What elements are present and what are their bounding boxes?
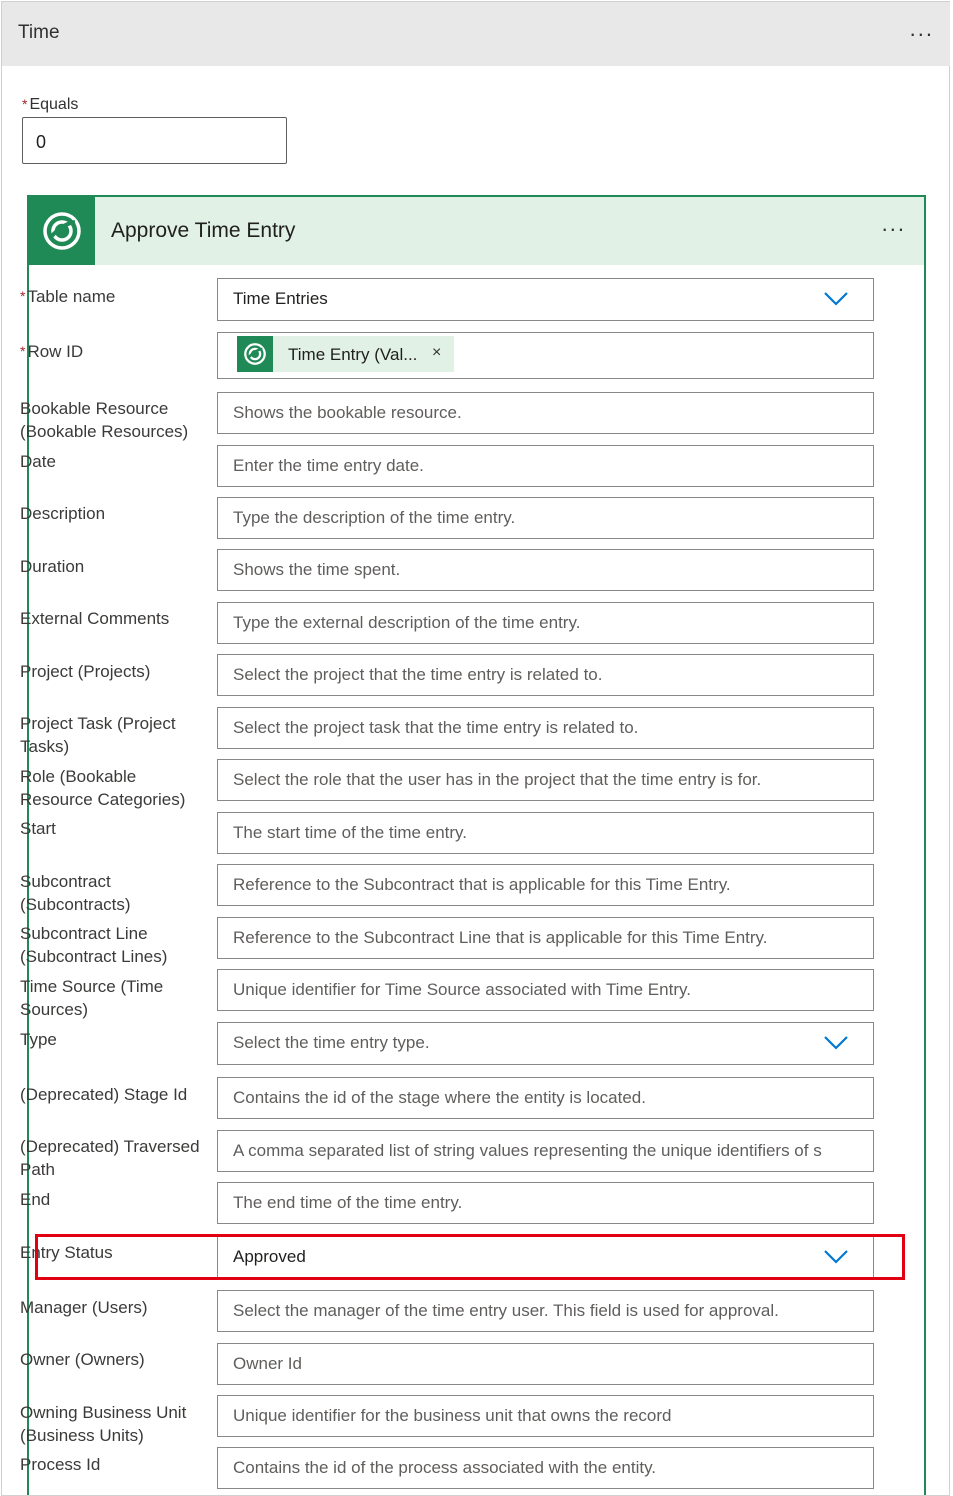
field-placeholder: Shows the bookable resource. — [233, 403, 462, 422]
field-label: Role (Bookable Resource Categories) — [20, 767, 186, 809]
entry-status-value: Approved — [233, 1247, 306, 1266]
type-dropdown[interactable] — [217, 1022, 874, 1065]
field-label: Project Task (Project Tasks) — [20, 714, 176, 756]
field-placeholder: Select the role that the user has in the project that the time entry is for. — [233, 770, 762, 789]
subcontract-line-input[interactable] — [217, 917, 874, 959]
required-asterisk: * — [20, 343, 26, 359]
stage-id-input[interactable] — [217, 1077, 874, 1119]
manager-input[interactable] — [217, 1290, 874, 1332]
field-placeholder: Type the description of the time entry. — [233, 508, 516, 527]
process-id-input[interactable] — [217, 1447, 874, 1489]
table-name-dropdown[interactable] — [217, 278, 874, 321]
branch-header[interactable] — [2, 2, 950, 66]
field-placeholder: Owner Id — [233, 1354, 302, 1373]
field-label: Type — [20, 1030, 57, 1049]
field-label: Subcontract (Subcontracts) — [20, 872, 131, 914]
field-label: Start — [20, 819, 56, 838]
field-placeholder: Unique identifier for the business unit that owns the record — [233, 1406, 672, 1425]
subcontract-input[interactable] — [217, 864, 874, 906]
required-asterisk: * — [20, 288, 26, 304]
owner-input[interactable] — [217, 1343, 874, 1385]
description-input[interactable] — [217, 497, 874, 539]
field-label: Description — [20, 504, 106, 523]
field-placeholder: Contains the id of the process associated with the entity. — [233, 1458, 657, 1477]
field-label: Manager (Users) — [20, 1298, 148, 1317]
time-source-input[interactable] — [217, 969, 874, 1011]
start-input[interactable] — [217, 812, 874, 854]
project-input[interactable] — [217, 654, 874, 696]
action-more-icon[interactable]: ... — [881, 211, 906, 236]
field-placeholder: Unique identifier for Time Source associated with Time Entry. — [233, 980, 691, 999]
equals-input[interactable]: 0 — [22, 117, 287, 164]
field-label: Time Source (Time Sources) — [20, 977, 164, 1019]
branch-title: Time — [18, 22, 60, 43]
field-label: (Deprecated) Stage Id — [20, 1085, 188, 1104]
field-label: (Deprecated) Traversed Path — [20, 1137, 200, 1179]
field-label: Subcontract Line (Subcontract Lines) — [20, 924, 168, 966]
field-label: End — [20, 1190, 51, 1209]
dataverse-icon — [237, 336, 273, 372]
close-icon[interactable]: × — [432, 344, 442, 361]
table-name-label: * Table name — [20, 287, 116, 306]
external-comments-input[interactable] — [217, 602, 874, 644]
bookable-resource-input[interactable] — [217, 392, 874, 434]
field-label: Date — [20, 452, 56, 471]
field-label: Owning Business Unit (Business Units) — [20, 1403, 187, 1445]
field-placeholder: Select the project that the time entry is related to. — [233, 665, 603, 684]
duration-input[interactable] — [217, 549, 874, 591]
owning-business-unit-input[interactable] — [217, 1395, 874, 1437]
field-placeholder: Select the manager of the time entry user. This field is used for approval. — [233, 1301, 779, 1320]
field-label: Process Id — [20, 1455, 101, 1474]
project-task-input[interactable] — [217, 707, 874, 749]
chevron-down-icon — [823, 1035, 849, 1051]
field-label: Duration — [20, 557, 85, 576]
more-options-icon[interactable]: ... — [909, 16, 934, 41]
field-label: Entry Status — [20, 1243, 113, 1262]
field-placeholder: Reference to the Subcontract that is applicable for this Time Entry. — [233, 875, 731, 894]
role-input[interactable] — [217, 759, 874, 801]
traversed-path-input[interactable] — [217, 1130, 874, 1172]
dataverse-icon — [29, 197, 95, 265]
entry-status-highlight — [35, 1234, 905, 1280]
field-placeholder: Select the time entry type. — [233, 1033, 430, 1052]
row-id-label: * Row ID — [20, 342, 84, 361]
field-placeholder: Contains the id of the stage where the entity is located. — [233, 1088, 646, 1107]
field-label: Owner (Owners) — [20, 1350, 145, 1369]
field-placeholder: Shows the time spent. — [233, 560, 401, 579]
date-input[interactable] — [217, 445, 874, 487]
field-placeholder: Type the external description of the time entry. — [233, 613, 581, 632]
field-label: External Comments — [20, 609, 170, 628]
field-placeholder: The end time of the time entry. — [233, 1193, 463, 1212]
action-title: Approve Time Entry — [111, 219, 296, 242]
row-id-token-label: Time Entry (Val... — [288, 345, 418, 364]
field-label: Bookable Resource (Bookable Resources) — [20, 399, 189, 441]
row-id-input[interactable] — [217, 332, 874, 379]
action-card-header[interactable] — [29, 197, 924, 265]
field-placeholder: Enter the time entry date. — [233, 456, 424, 475]
field-placeholder: The start time of the time entry. — [233, 823, 467, 842]
field-placeholder: Select the project task that the time entry is related to. — [233, 718, 639, 737]
field-label: Project (Projects) — [20, 662, 151, 681]
required-asterisk: * — [22, 96, 28, 112]
field-placeholder: A comma separated list of string values representing the unique identifiers of s — [233, 1141, 822, 1160]
end-input[interactable] — [217, 1182, 874, 1224]
row-id-token[interactable] — [237, 336, 454, 372]
field-placeholder: Reference to the Subcontract Line that is applicable for this Time Entry. — [233, 928, 768, 947]
chevron-down-icon — [823, 291, 849, 307]
equals-label: * Equals — [22, 96, 79, 113]
table-name-value: Time Entries — [233, 289, 328, 308]
